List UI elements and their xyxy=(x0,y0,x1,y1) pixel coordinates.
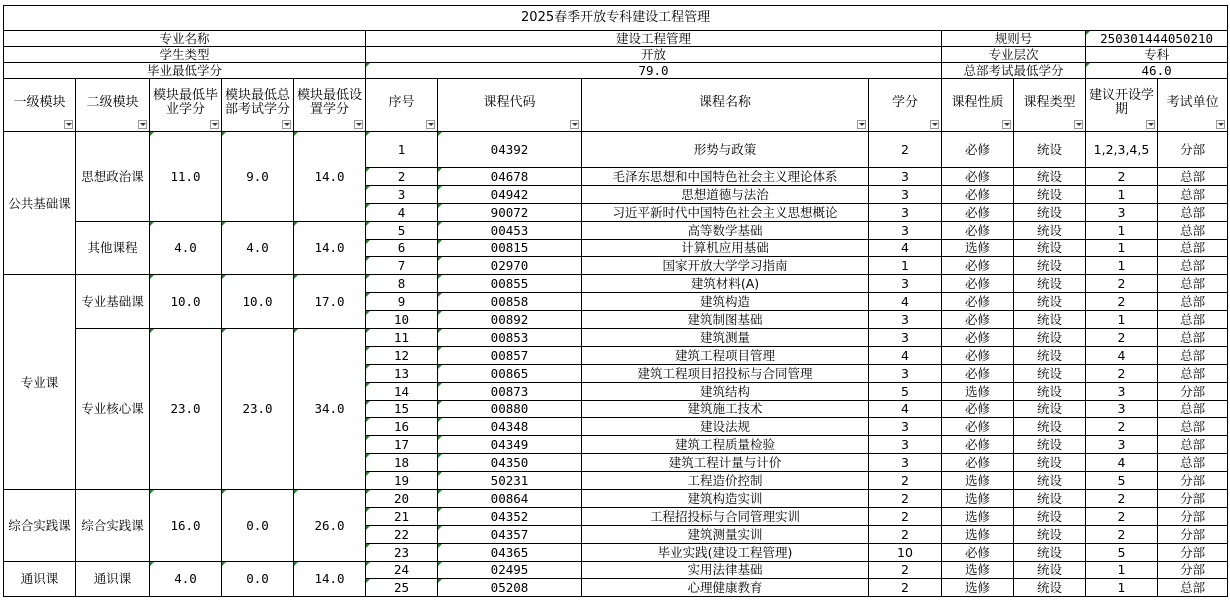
course-nature: 必修 xyxy=(942,275,1014,293)
course-name: 建筑施工技术 xyxy=(582,400,869,418)
course-credit: 2 xyxy=(869,579,942,597)
header-label: 模块最低毕业学分 xyxy=(152,88,218,117)
header-mod-min-grad xyxy=(150,79,222,132)
major-label: 专业名称 xyxy=(4,31,366,47)
course-code: 90072 xyxy=(438,203,582,221)
course-exam: 总部 xyxy=(1158,239,1228,257)
course-term: 1,2,3,4,5 xyxy=(1086,132,1158,168)
course-seq: 8 xyxy=(366,275,438,293)
filter-dropdown-icon[interactable] xyxy=(210,120,219,129)
module-min-set: 34.0 xyxy=(294,329,366,490)
course-credit: 3 xyxy=(869,275,942,293)
level1-module: 公共基础课 xyxy=(4,132,76,275)
header-credit xyxy=(869,79,942,132)
course-seq: 22 xyxy=(366,525,438,543)
course-seq: 25 xyxy=(366,579,438,597)
module-min-hq: 4.0 xyxy=(222,221,294,275)
level1-module: 综合实践课 xyxy=(4,490,76,562)
course-nature: 必修 xyxy=(942,436,1014,454)
course-credit: 3 xyxy=(869,329,942,347)
course-term: 3 xyxy=(1086,382,1158,400)
course-nature: 选修 xyxy=(942,239,1014,257)
course-term: 2 xyxy=(1086,418,1158,436)
course-type: 统设 xyxy=(1014,436,1086,454)
filter-dropdown-icon[interactable] xyxy=(1074,120,1083,129)
course-name: 计算机应用基础 xyxy=(582,239,869,257)
filter-dropdown-icon[interactable] xyxy=(426,120,435,129)
level2-module: 专业基础课 xyxy=(76,275,150,329)
course-code: 04942 xyxy=(438,185,582,203)
course-term: 5 xyxy=(1086,543,1158,561)
filter-dropdown-icon[interactable] xyxy=(570,120,579,129)
course-code: 04349 xyxy=(438,436,582,454)
course-term: 5 xyxy=(1086,472,1158,490)
course-credit: 2 xyxy=(869,561,942,579)
course-term: 2 xyxy=(1086,507,1158,525)
course-term: 1 xyxy=(1086,257,1158,275)
course-term: 3 xyxy=(1086,436,1158,454)
course-type: 统设 xyxy=(1014,168,1086,186)
course-code: 02970 xyxy=(438,257,582,275)
course-type: 统设 xyxy=(1014,472,1086,490)
module-min-hq: 23.0 xyxy=(222,329,294,490)
course-exam: 总部 xyxy=(1158,168,1228,186)
course-type: 统设 xyxy=(1014,221,1086,239)
course-term: 4 xyxy=(1086,346,1158,364)
header-label: 模块最低总部考试学分 xyxy=(224,88,290,117)
module-min-set: 14.0 xyxy=(294,561,366,597)
course-exam: 总部 xyxy=(1158,579,1228,597)
level-value: 专科 xyxy=(1086,47,1228,63)
course-code: 50231 xyxy=(438,472,582,490)
header-seq xyxy=(366,79,438,132)
course-credit: 3 xyxy=(869,221,942,239)
course-name: 毕业实践(建设工程管理) xyxy=(582,543,869,561)
header-mod-min-set xyxy=(294,79,366,132)
module-min-hq: 9.0 xyxy=(222,132,294,222)
table-row xyxy=(4,132,1228,168)
course-term: 2 xyxy=(1086,293,1158,311)
course-name: 思想道德与法治 xyxy=(582,185,869,203)
course-type: 统设 xyxy=(1014,329,1086,347)
header-name xyxy=(582,79,869,132)
module-min-hq: 0.0 xyxy=(222,561,294,597)
course-code: 04357 xyxy=(438,525,582,543)
curriculum-table xyxy=(3,5,1228,597)
course-name: 实用法律基础 xyxy=(582,561,869,579)
header-label: 一级模块 xyxy=(13,95,66,111)
course-credit: 1 xyxy=(869,257,942,275)
course-credit: 4 xyxy=(869,293,942,311)
filter-dropdown-icon[interactable] xyxy=(282,120,291,129)
course-type: 统设 xyxy=(1014,490,1086,508)
course-seq: 7 xyxy=(366,257,438,275)
course-type: 统设 xyxy=(1014,311,1086,329)
course-nature: 必修 xyxy=(942,185,1014,203)
course-seq: 6 xyxy=(366,239,438,257)
header-label: 二级模块 xyxy=(86,95,139,111)
course-name: 建筑材料(A) xyxy=(582,275,869,293)
course-code: 00880 xyxy=(438,400,582,418)
header-label: 学分 xyxy=(891,95,918,111)
filter-dropdown-icon[interactable] xyxy=(1002,120,1011,129)
table-row xyxy=(4,490,1228,508)
course-code: 00864 xyxy=(438,490,582,508)
course-term: 2 xyxy=(1086,490,1158,508)
course-term: 1 xyxy=(1086,185,1158,203)
course-seq: 2 xyxy=(366,168,438,186)
header-label: 课程名称 xyxy=(698,95,751,111)
course-exam: 分部 xyxy=(1158,490,1228,508)
course-exam: 分部 xyxy=(1158,525,1228,543)
course-exam: 总部 xyxy=(1158,311,1228,329)
level-label: 专业层次 xyxy=(942,47,1086,63)
course-exam: 总部 xyxy=(1158,454,1228,472)
course-exam: 分部 xyxy=(1158,543,1228,561)
course-term: 1 xyxy=(1086,561,1158,579)
course-nature: 选修 xyxy=(942,472,1014,490)
course-exam: 分部 xyxy=(1158,507,1228,525)
header-code xyxy=(438,79,582,132)
course-type: 统设 xyxy=(1014,418,1086,436)
course-type: 统设 xyxy=(1014,364,1086,382)
course-name: 心理健康教育 xyxy=(582,579,869,597)
filter-dropdown-icon[interactable] xyxy=(64,120,73,129)
course-exam: 总部 xyxy=(1158,400,1228,418)
module-min-grad: 16.0 xyxy=(150,490,222,562)
course-exam: 总部 xyxy=(1158,418,1228,436)
table-row xyxy=(4,561,1228,579)
header-label: 序号 xyxy=(388,95,415,111)
course-term: 1 xyxy=(1086,579,1158,597)
course-code: 00853 xyxy=(438,329,582,347)
header-label: 课程性质 xyxy=(951,95,1004,111)
module-min-set: 14.0 xyxy=(294,132,366,222)
course-code: 04365 xyxy=(438,543,582,561)
course-type: 统设 xyxy=(1014,507,1086,525)
course-code: 04350 xyxy=(438,454,582,472)
hq-min-label: 总部考试最低学分 xyxy=(942,63,1086,79)
course-exam: 分部 xyxy=(1158,561,1228,579)
course-seq: 17 xyxy=(366,436,438,454)
header-label: 课程类型 xyxy=(1023,95,1076,111)
course-code: 00858 xyxy=(438,293,582,311)
major-value: 建设工程管理 xyxy=(366,31,942,47)
table-row xyxy=(4,221,1228,239)
level1-module: 专业课 xyxy=(4,275,76,490)
course-code: 04678 xyxy=(438,168,582,186)
course-seq: 11 xyxy=(366,329,438,347)
course-name: 工程招投标与合同管理实训 xyxy=(582,507,869,525)
course-name: 建设法规 xyxy=(582,418,869,436)
course-type: 统设 xyxy=(1014,561,1086,579)
level2-module: 思想政治课 xyxy=(76,132,150,222)
course-name: 建筑工程项目管理 xyxy=(582,346,869,364)
course-credit: 2 xyxy=(869,472,942,490)
course-credit: 2 xyxy=(869,132,942,168)
course-seq: 18 xyxy=(366,454,438,472)
course-term: 3 xyxy=(1086,203,1158,221)
course-credit: 2 xyxy=(869,525,942,543)
course-type: 统设 xyxy=(1014,185,1086,203)
course-seq: 21 xyxy=(366,507,438,525)
student-type-value: 开放 xyxy=(366,47,942,63)
course-exam: 总部 xyxy=(1158,293,1228,311)
course-name: 习近平新时代中国特色社会主义思想概论 xyxy=(582,203,869,221)
course-credit: 3 xyxy=(869,364,942,382)
course-nature: 必修 xyxy=(942,418,1014,436)
course-code: 00892 xyxy=(438,311,582,329)
course-code: 00453 xyxy=(438,221,582,239)
course-credit: 4 xyxy=(869,400,942,418)
course-type: 统设 xyxy=(1014,346,1086,364)
course-term: 4 xyxy=(1086,454,1158,472)
course-type: 统设 xyxy=(1014,239,1086,257)
course-nature: 必修 xyxy=(942,454,1014,472)
course-code: 00857 xyxy=(438,346,582,364)
course-term: 2 xyxy=(1086,364,1158,382)
course-code: 04348 xyxy=(438,418,582,436)
course-type: 统设 xyxy=(1014,132,1086,168)
course-nature: 选修 xyxy=(942,561,1014,579)
course-code: 00873 xyxy=(438,382,582,400)
course-exam: 总部 xyxy=(1158,329,1228,347)
hq-min-value: 46.0 xyxy=(1086,63,1228,79)
course-exam: 分部 xyxy=(1158,472,1228,490)
course-name: 建筑工程项目招投标与合同管理 xyxy=(582,364,869,382)
header-label: 考试单位 xyxy=(1166,95,1219,111)
course-exam: 总部 xyxy=(1158,346,1228,364)
course-name: 高等数学基础 xyxy=(582,221,869,239)
level2-module: 通识课 xyxy=(76,561,150,597)
course-credit: 3 xyxy=(869,311,942,329)
course-nature: 必修 xyxy=(942,543,1014,561)
module-min-grad: 4.0 xyxy=(150,561,222,597)
course-exam: 总部 xyxy=(1158,257,1228,275)
course-term: 1 xyxy=(1086,221,1158,239)
program-sheet xyxy=(3,5,1227,597)
module-min-set: 26.0 xyxy=(294,490,366,562)
course-credit: 3 xyxy=(869,436,942,454)
course-seq: 13 xyxy=(366,364,438,382)
course-credit: 5 xyxy=(869,382,942,400)
course-term: 2 xyxy=(1086,329,1158,347)
course-seq: 1 xyxy=(366,132,438,168)
course-code: 00865 xyxy=(438,364,582,382)
course-code: 00815 xyxy=(438,239,582,257)
course-exam: 分部 xyxy=(1158,132,1228,168)
course-term: 2 xyxy=(1086,168,1158,186)
course-credit: 2 xyxy=(869,490,942,508)
course-term: 1 xyxy=(1086,311,1158,329)
course-nature: 选修 xyxy=(942,579,1014,597)
header-label: 课程代码 xyxy=(483,95,536,111)
course-exam: 总部 xyxy=(1158,221,1228,239)
header-label: 建议开设学期 xyxy=(1088,88,1154,117)
course-name: 建筑测量 xyxy=(582,329,869,347)
course-exam: 总部 xyxy=(1158,364,1228,382)
course-nature: 必修 xyxy=(942,364,1014,382)
course-nature: 必修 xyxy=(942,400,1014,418)
course-name: 国家开放大学学习指南 xyxy=(582,257,869,275)
header-nature xyxy=(942,79,1014,132)
course-code: 04392 xyxy=(438,132,582,168)
course-type: 统设 xyxy=(1014,382,1086,400)
course-credit: 3 xyxy=(869,203,942,221)
course-type: 统设 xyxy=(1014,400,1086,418)
course-nature: 必修 xyxy=(942,168,1014,186)
course-credit: 3 xyxy=(869,418,942,436)
course-code: 00855 xyxy=(438,275,582,293)
course-name: 建筑构造实训 xyxy=(582,490,869,508)
level2-module: 其他课程 xyxy=(76,221,150,275)
course-seq: 4 xyxy=(366,203,438,221)
course-name: 工程造价控制 xyxy=(582,472,869,490)
course-seq: 10 xyxy=(366,311,438,329)
table-row xyxy=(4,275,1228,293)
student-type-label: 学生类型 xyxy=(4,47,366,63)
course-name: 建筑构造 xyxy=(582,293,869,311)
course-nature: 选修 xyxy=(942,525,1014,543)
course-type: 统设 xyxy=(1014,579,1086,597)
course-exam: 总部 xyxy=(1158,203,1228,221)
header-exam xyxy=(1158,79,1228,132)
course-term: 3 xyxy=(1086,400,1158,418)
filter-dropdown-icon[interactable] xyxy=(1146,120,1155,129)
header-level1 xyxy=(4,79,76,132)
course-nature: 必修 xyxy=(942,221,1014,239)
filter-dropdown-icon[interactable] xyxy=(354,120,363,129)
table-row xyxy=(4,329,1228,347)
course-exam: 总部 xyxy=(1158,436,1228,454)
module-min-grad: 11.0 xyxy=(150,132,222,222)
course-exam: 总部 xyxy=(1158,185,1228,203)
module-min-set: 14.0 xyxy=(294,221,366,275)
course-term: 2 xyxy=(1086,525,1158,543)
course-type: 统设 xyxy=(1014,257,1086,275)
course-credit: 3 xyxy=(869,168,942,186)
course-credit: 4 xyxy=(869,346,942,364)
header-term xyxy=(1086,79,1158,132)
module-min-grad: 10.0 xyxy=(150,275,222,329)
course-credit: 4 xyxy=(869,239,942,257)
course-type: 统设 xyxy=(1014,454,1086,472)
course-name: 建筑结构 xyxy=(582,382,869,400)
course-name: 建筑制图基础 xyxy=(582,311,869,329)
course-name: 建筑测量实训 xyxy=(582,525,869,543)
rule-label: 规则号 xyxy=(942,31,1086,47)
course-nature: 选修 xyxy=(942,507,1014,525)
header-type xyxy=(1014,79,1086,132)
course-nature: 必修 xyxy=(942,311,1014,329)
level1-module: 通识课 xyxy=(4,561,76,597)
filter-dropdown-icon[interactable] xyxy=(857,120,866,129)
course-credit: 3 xyxy=(869,185,942,203)
course-nature: 必修 xyxy=(942,346,1014,364)
level2-module: 综合实践课 xyxy=(76,490,150,562)
course-seq: 12 xyxy=(366,346,438,364)
course-seq: 14 xyxy=(366,382,438,400)
sheet-title: 2025春季开放专科建设工程管理 xyxy=(4,6,1228,31)
module-min-set: 17.0 xyxy=(294,275,366,329)
min-credits-value: 79.0 xyxy=(366,63,942,79)
course-credit: 2 xyxy=(869,507,942,525)
header-level2 xyxy=(76,79,150,132)
course-seq: 16 xyxy=(366,418,438,436)
rule-value: 250301444050210 xyxy=(1086,31,1228,47)
module-min-hq: 10.0 xyxy=(222,275,294,329)
filter-dropdown-icon[interactable] xyxy=(1216,120,1225,129)
course-seq: 20 xyxy=(366,490,438,508)
course-code: 05208 xyxy=(438,579,582,597)
min-credits-label: 毕业最低学分 xyxy=(4,63,366,79)
course-name: 毛泽东思想和中国特色社会主义理论体系 xyxy=(582,168,869,186)
level2-module: 专业核心课 xyxy=(76,329,150,490)
course-seq: 15 xyxy=(366,400,438,418)
module-min-grad: 4.0 xyxy=(150,221,222,275)
course-nature: 选修 xyxy=(942,490,1014,508)
course-credit: 10 xyxy=(869,543,942,561)
course-nature: 选修 xyxy=(942,382,1014,400)
module-min-hq: 0.0 xyxy=(222,490,294,562)
course-nature: 必修 xyxy=(942,329,1014,347)
course-seq: 19 xyxy=(366,472,438,490)
course-seq: 24 xyxy=(366,561,438,579)
course-exam: 分部 xyxy=(1158,382,1228,400)
course-nature: 必修 xyxy=(942,203,1014,221)
course-exam: 总部 xyxy=(1158,275,1228,293)
course-seq: 5 xyxy=(366,221,438,239)
course-nature: 必修 xyxy=(942,257,1014,275)
course-type: 统设 xyxy=(1014,543,1086,561)
filter-dropdown-icon[interactable] xyxy=(138,120,147,129)
course-seq: 3 xyxy=(366,185,438,203)
course-nature: 必修 xyxy=(942,132,1014,168)
course-name: 形势与政策 xyxy=(582,132,869,168)
course-type: 统设 xyxy=(1014,525,1086,543)
course-term: 2 xyxy=(1086,275,1158,293)
course-seq: 23 xyxy=(366,543,438,561)
course-type: 统设 xyxy=(1014,275,1086,293)
filter-dropdown-icon[interactable] xyxy=(930,120,939,129)
course-seq: 9 xyxy=(366,293,438,311)
course-code: 02495 xyxy=(438,561,582,579)
course-type: 统设 xyxy=(1014,203,1086,221)
module-min-grad: 23.0 xyxy=(150,329,222,490)
course-name: 建筑工程质量检验 xyxy=(582,436,869,454)
header-mod-min-hq xyxy=(222,79,294,132)
course-type: 统设 xyxy=(1014,293,1086,311)
header-label: 模块最低设置学分 xyxy=(296,88,362,117)
course-credit: 3 xyxy=(869,454,942,472)
course-nature: 必修 xyxy=(942,293,1014,311)
course-name: 建筑工程计量与计价 xyxy=(582,454,869,472)
course-term: 1 xyxy=(1086,239,1158,257)
course-code: 04352 xyxy=(438,507,582,525)
